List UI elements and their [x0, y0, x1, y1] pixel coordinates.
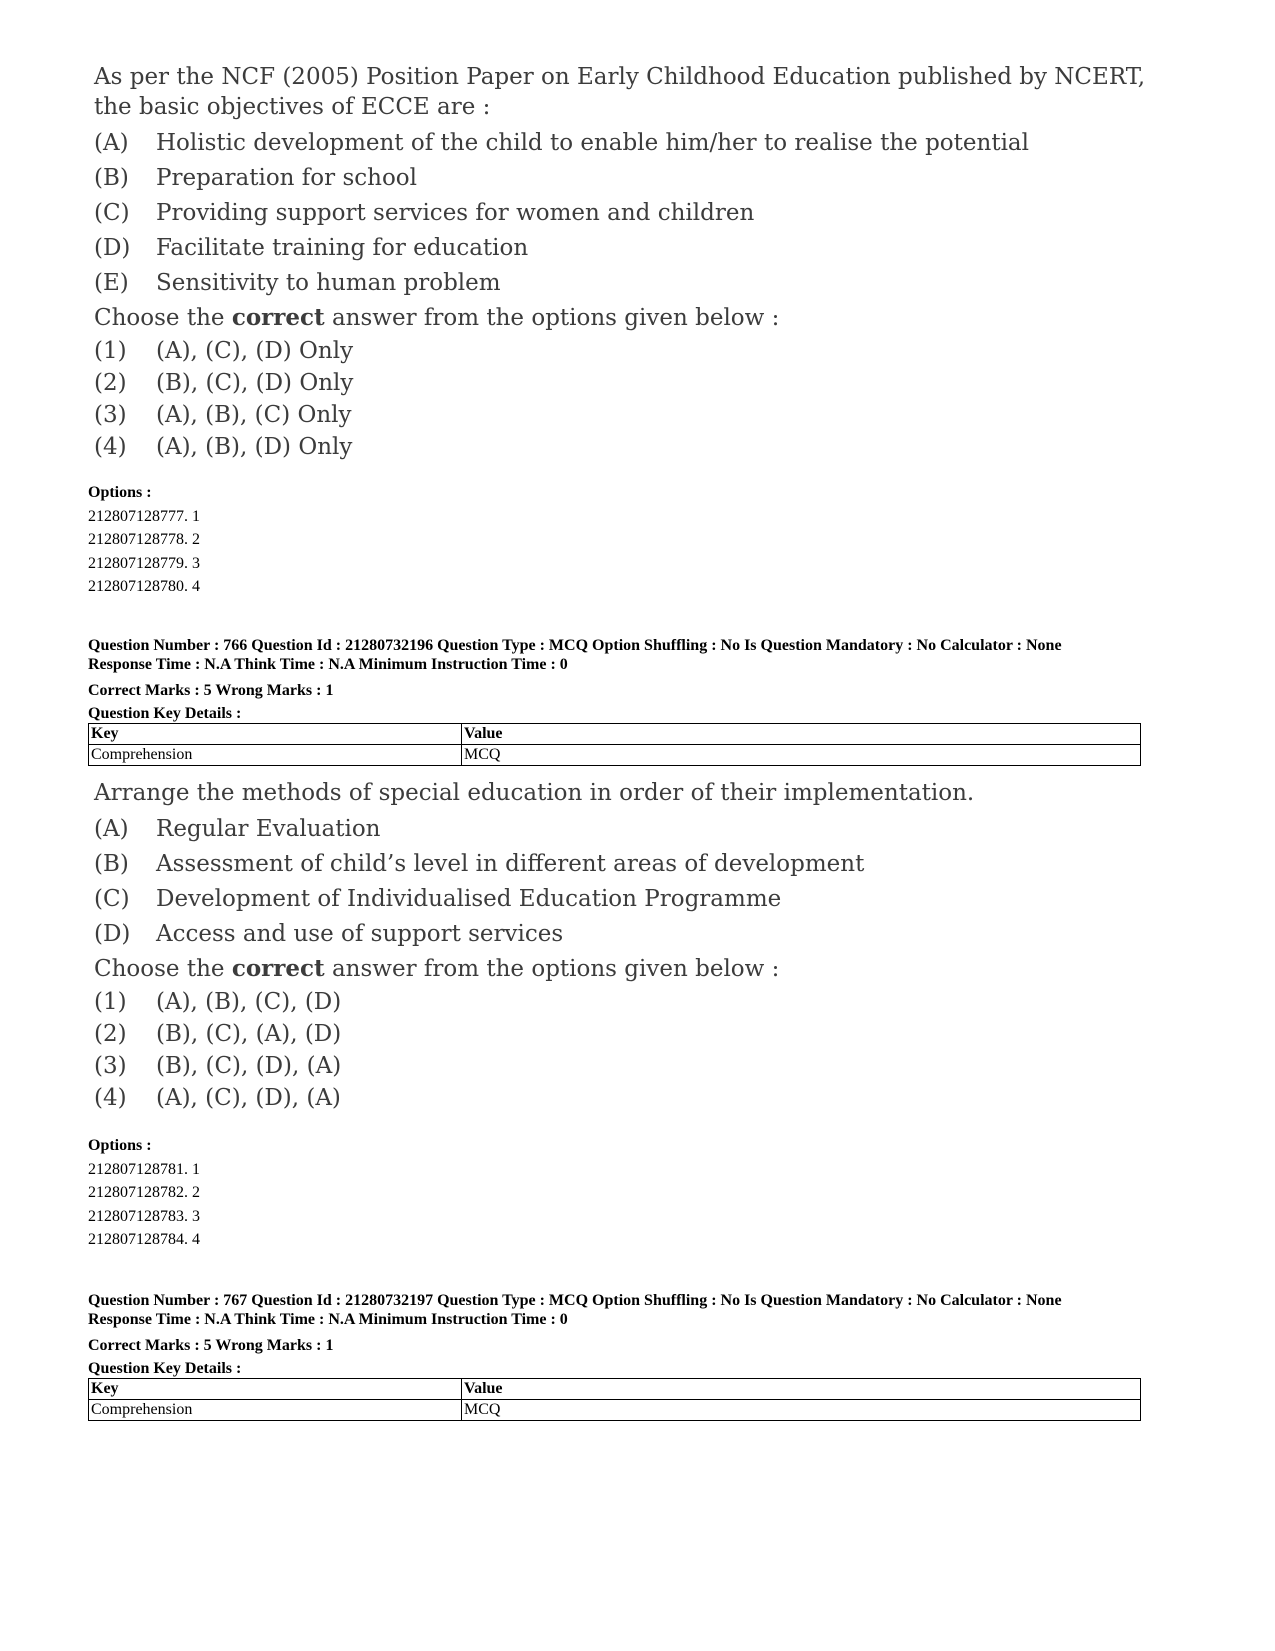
statement-c: [94, 196, 1154, 231]
choose-bold: correct: [231, 304, 325, 331]
statement-label: (D): [94, 921, 131, 947]
answer-option-label: (2): [94, 370, 127, 396]
value-cell: MCQ: [462, 745, 1141, 766]
key-column-header: Key: [89, 1379, 462, 1400]
answer-option-text: (A), (B), (C) Only: [156, 402, 352, 428]
choose-instruction: [94, 952, 1154, 986]
statement-text: Assessment of child’s level in different areas of development: [156, 851, 865, 877]
option-id: 212807128779. 3: [88, 554, 200, 572]
value-cell: MCQ: [462, 1400, 1141, 1421]
key-table-header: [89, 1379, 1141, 1400]
statement-label: (B): [94, 851, 129, 877]
statement-a: [94, 812, 1154, 847]
statement-text: Regular Evaluation: [156, 816, 381, 842]
question-marks: Correct Marks : 5 Wrong Marks : 1: [88, 1337, 334, 1354]
question-header-line2: Response Time : N.A Think Time : N.A Minimum Instruction Time : 0: [88, 1311, 568, 1328]
options-heading: Options :: [88, 484, 152, 501]
answer-option-label: (1): [94, 338, 127, 364]
answer-option-label: (1): [94, 989, 127, 1015]
answer-option-1: [94, 986, 1154, 1018]
statement-label: (D): [94, 235, 131, 261]
statement-label: (A): [94, 816, 129, 842]
statement-c: [94, 882, 1154, 917]
statement-text: Holistic development of the child to enable him/her to realise the potential: [156, 130, 1029, 156]
question-767-header: [88, 1291, 1188, 1380]
answer-option-text: (A), (C), (D) Only: [156, 338, 354, 364]
answer-option-label: (4): [94, 434, 127, 460]
option-id: 212807128780. 4: [88, 578, 200, 595]
option-id: 212807128778. 2: [88, 531, 200, 548]
answer-option-label: (2): [94, 1021, 127, 1047]
question-765-image: [94, 62, 1154, 463]
answer-option-2: [94, 1018, 1154, 1050]
options-heading: Options :: [88, 1137, 152, 1154]
answer-option-text: (B), (C), (D) Only: [156, 370, 354, 396]
choose-prefix: Choose the: [94, 956, 232, 982]
statement-text: Access and use of support services: [156, 921, 564, 947]
key-table-row: [89, 745, 1141, 766]
key-column-header: Key: [89, 724, 462, 745]
question-marks: Correct Marks : 5 Wrong Marks : 1: [88, 682, 334, 699]
statement-d: [94, 917, 1154, 952]
answer-option-4: [94, 431, 1154, 463]
question-765-options: [88, 481, 200, 599]
key-cell: Comprehension: [89, 1400, 462, 1421]
statement-a: [94, 126, 1154, 161]
option-id: 212807128777. 1: [88, 507, 200, 525]
key-table-header: [89, 724, 1141, 745]
option-id: 212807128781. 1: [88, 1160, 200, 1178]
answer-option-4: [94, 1082, 1154, 1114]
statement-e: [94, 266, 1154, 301]
value-column-header: Value: [462, 1379, 1141, 1400]
answer-option-2: [94, 367, 1154, 399]
statement-label: (B): [94, 165, 129, 191]
statement-text: Sensitivity to human problem: [156, 270, 501, 296]
statement-text: Preparation for school: [156, 165, 418, 191]
answer-option-label: (3): [94, 1053, 127, 1079]
question-766-stem: Arrange the methods of special education in order of their implementation.: [94, 780, 975, 806]
statement-b: [94, 161, 1154, 196]
question-header-line1: Question Number : 766 Question Id : 21280732196 Question Type : MCQ Option Shuffling : No Is Question Mandatory : No Calculator : None: [88, 637, 1062, 654]
option-id: 212807128783. 3: [88, 1207, 200, 1225]
option-id: 212807128784. 4: [88, 1231, 200, 1248]
question-header-line1: Question Number : 767 Question Id : 21280732197 Question Type : MCQ Option Shuffling : No Is Question Mandatory : No Calculator : None: [88, 1292, 1062, 1309]
statement-label: (C): [94, 886, 130, 912]
choose-instruction: [94, 301, 1154, 335]
question-766-image: [94, 778, 1154, 1114]
answer-option-1: [94, 335, 1154, 367]
question-766-header: [88, 636, 1188, 725]
answer-option-text: (A), (B), (D) Only: [156, 434, 353, 460]
answer-option-label: (4): [94, 1085, 127, 1111]
question-765-stem: As per the NCF (2005) Position Paper on Early Childhood Education published by NCERT, the basic objectives of ECCE are :: [94, 64, 1146, 120]
answer-option-text: (B), (C), (A), (D): [156, 1021, 342, 1047]
statement-d: [94, 231, 1154, 266]
answer-option-label: (3): [94, 402, 127, 428]
answer-option-text: (A), (C), (D), (A): [156, 1085, 341, 1111]
answer-option-text: (A), (B), (C), (D): [156, 989, 342, 1015]
choose-suffix: answer from the options given below :: [324, 956, 780, 982]
option-id: 212807128782. 2: [88, 1184, 200, 1201]
choose-prefix: Choose the: [94, 305, 232, 331]
question-header-line2: Response Time : N.A Think Time : N.A Minimum Instruction Time : 0: [88, 656, 568, 673]
statement-text: Facilitate training for education: [156, 235, 529, 261]
choose-bold: correct: [231, 955, 325, 982]
statement-label: (A): [94, 130, 129, 156]
key-details-heading: Question Key Details :: [88, 705, 242, 722]
statement-label: (E): [94, 270, 129, 296]
value-column-header: Value: [462, 724, 1141, 745]
statement-label: (C): [94, 200, 130, 226]
answer-option-text: (B), (C), (D), (A): [156, 1053, 342, 1079]
question-766-key-table: [88, 723, 1141, 766]
key-details-heading: Question Key Details :: [88, 1360, 242, 1377]
choose-suffix: answer from the options given below :: [324, 305, 780, 331]
answer-option-3: [94, 1050, 1154, 1082]
key-cell: Comprehension: [89, 745, 462, 766]
question-767-key-table: [88, 1378, 1141, 1421]
statement-text: Providing support services for women and children: [156, 200, 755, 226]
key-table-row: [89, 1400, 1141, 1421]
statement-text: Development of Individualised Education Programme: [156, 886, 782, 912]
statement-b: [94, 847, 1154, 882]
answer-option-3: [94, 399, 1154, 431]
question-766-options: [88, 1134, 200, 1252]
